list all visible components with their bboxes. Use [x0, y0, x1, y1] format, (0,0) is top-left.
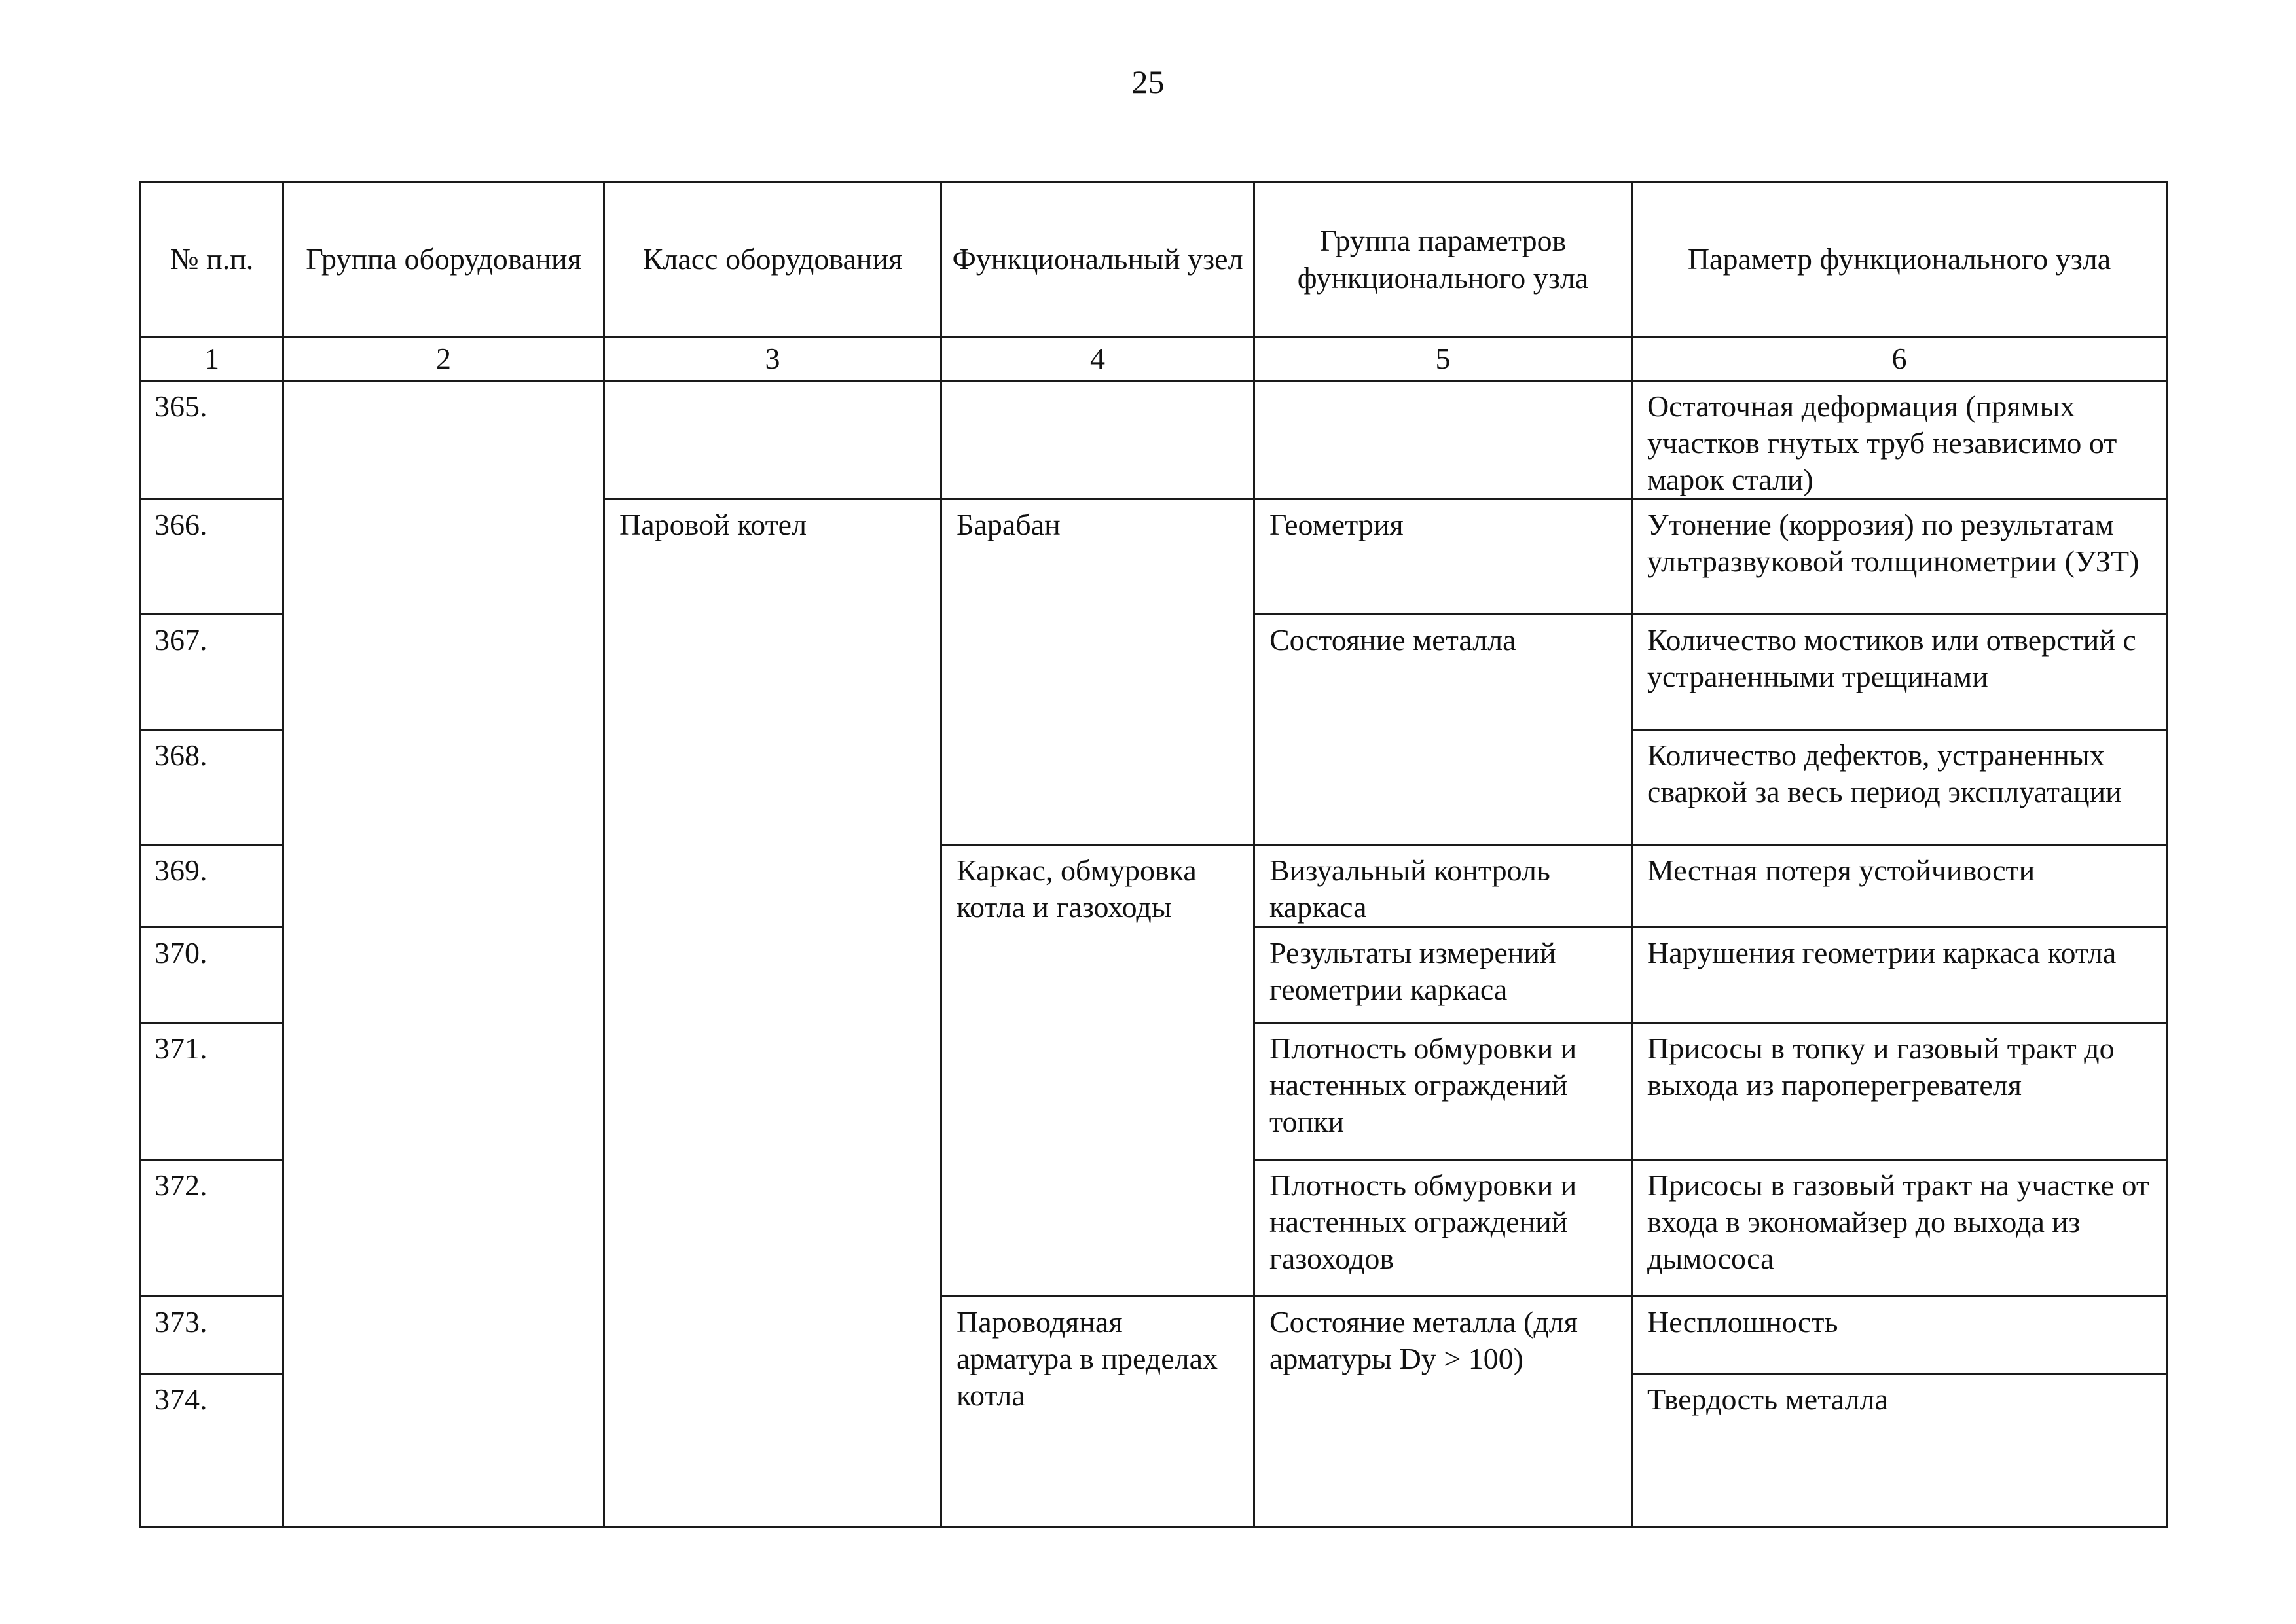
header-parameter: Параметр функционального узла [1632, 183, 2167, 337]
column-number: 3 [604, 337, 941, 381]
header-equipment-class: Класс оборудования [604, 183, 941, 337]
parameter-cell: Количество дефектов, устраненных сваркой за весь период эксплуатации [1632, 730, 2167, 845]
column-number-row [141, 337, 2167, 381]
row-number: 365. [141, 381, 283, 499]
column-number: 5 [1254, 337, 1632, 381]
header-number: № п.п. [141, 183, 283, 337]
parameter-group-cell: Геометрия [1254, 499, 1632, 615]
parameter-group-cell: Плотность обмуровки и настенных ограждений топки [1254, 1022, 1632, 1159]
equipment-parameters-table [139, 181, 2168, 1528]
parameter-cell: Присосы в газовый тракт на участке от входа в экономайзер до выхода из дымососа [1632, 1159, 2167, 1296]
parameter-group-cell: Визуальный контроль каркаса [1254, 845, 1632, 927]
header-equipment-group: Группа оборудования [283, 183, 604, 337]
parameter-group-cell: Состояние металла [1254, 615, 1632, 845]
parameter-cell: Количество мостиков или отверстий с устраненными трещинами [1632, 615, 2167, 730]
parameter-group-cell: Результаты измерений геометрии каркаса [1254, 927, 1632, 1022]
parameter-cell: Остаточная деформация (прямых участков гнутых труб независимо от марок стали) [1632, 381, 2167, 499]
equipment-class-cell [604, 381, 941, 499]
parameter-group-cell: Состояние металла (для арматуры Dy > 100) [1254, 1296, 1632, 1526]
row-number: 367. [141, 615, 283, 730]
column-number: 4 [941, 337, 1254, 381]
parameter-cell: Нарушения геометрии каркаса котла [1632, 927, 2167, 1022]
parameter-cell: Присосы в топку и газовый тракт до выхода из пароперегревателя [1632, 1022, 2167, 1159]
header-functional-node: Функциональный узел [941, 183, 1254, 337]
functional-node-cell [941, 381, 1254, 499]
equipment-group-cell [283, 381, 604, 1527]
column-number: 6 [1632, 337, 2167, 381]
column-number: 1 [141, 337, 283, 381]
row-number: 370. [141, 927, 283, 1022]
functional-node-cell: Барабан [941, 499, 1254, 845]
parameter-cell: Твердость металла [1632, 1373, 2167, 1526]
row-number: 373. [141, 1296, 283, 1373]
table-row [141, 381, 2167, 499]
row-number: 369. [141, 845, 283, 927]
row-number: 372. [141, 1159, 283, 1296]
row-number: 374. [141, 1373, 283, 1526]
row-number: 371. [141, 1022, 283, 1159]
parameter-cell: Утонение (коррозия) по результатам ультразвуковой толщинометрии (УЗТ) [1632, 499, 2167, 615]
column-number: 2 [283, 337, 604, 381]
parameter-cell: Несплошность [1632, 1296, 2167, 1373]
parameter-group-cell [1254, 381, 1632, 499]
header-parameter-group: Группа параметров функционального узла [1254, 183, 1632, 337]
table-header-row [141, 183, 2167, 337]
row-number: 368. [141, 730, 283, 845]
equipment-class-cell: Паровой котел [604, 499, 941, 1526]
row-number: 366. [141, 499, 283, 615]
functional-node-cell: Пароводяная арматура в пределах котла [941, 1296, 1254, 1526]
page-number: 25 [1131, 63, 1165, 100]
parameter-group-cell: Плотность обмуровки и настенных ограждений газоходов [1254, 1159, 1632, 1296]
parameter-cell: Местная потеря устойчивости [1632, 845, 2167, 927]
functional-node-cell: Каркас, обмуровка котла и газоходы [941, 845, 1254, 1296]
